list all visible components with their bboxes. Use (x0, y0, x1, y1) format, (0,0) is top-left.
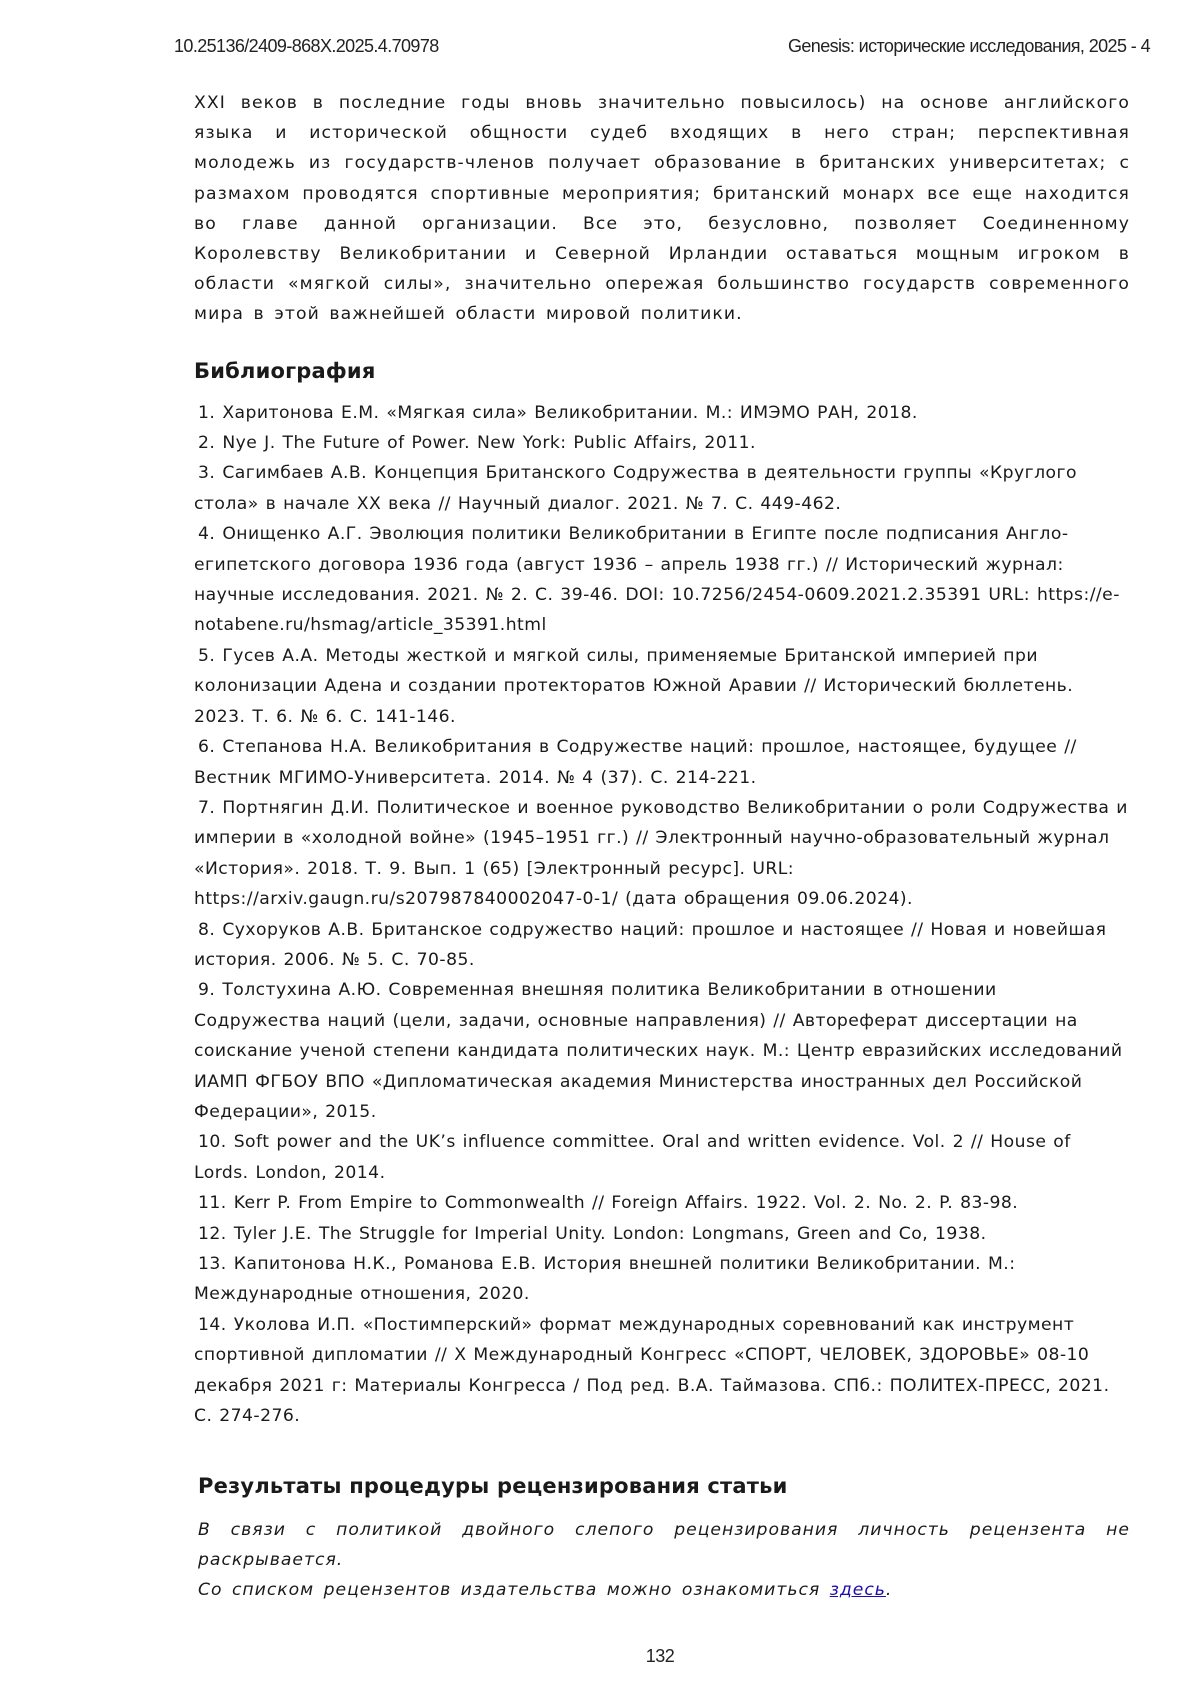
page-number: 132 (645, 1646, 675, 1666)
journal-title: Genesis: исторические исследования, 2025 - 4 (788, 36, 1150, 56)
bibliography-item-number: 5. (198, 645, 216, 666)
bibliography-item-text: Kerr P. From Empire to Commonwealth // Foreign Affairs. 1922. Vol. 2. No. 2. P. 83-98. (233, 1193, 1019, 1214)
bibliography-item (194, 519, 1130, 641)
bibliography-item-text: Уколова И.П. «Постимперский» формат международных соревнований как инструмент спортивной дипломатии // X Международный Конгресс «СПОРТ, ЧЕЛОВЕК, ЗДОРОВЬЕ» 08-10 декабря 2021 г: Материалы Конгресса / Под ред. В.А. Таймазова. СПб.: ПОЛИТЕХ-ПРЕСС, 2021. С. 274-276. (194, 1314, 1110, 1427)
bibliography-item-number: 9. (198, 980, 216, 1001)
bibliography-item (194, 915, 1130, 976)
bibliography-item-number: 11. (198, 1193, 227, 1214)
bibliography-item-text: Сухоруков А.В. Британское содружество наций: прошлое и настоящее // Новая и новейшая история. 2006. № 5. С. 70-85. (194, 919, 1107, 970)
bibliography-item-number: 3. (198, 463, 216, 484)
bibliography-item (194, 975, 1130, 1127)
bibliography-item-text: Сагимбаев А.В. Концепция Британского Содружества в деятельности группы «Круглого стола» в начале XX века // Научный диалог. 2021. № 7. С. 449-462. (194, 463, 1077, 514)
bibliography-item (194, 641, 1130, 732)
bibliography-item (194, 1249, 1130, 1310)
bibliography-item (194, 1127, 1130, 1188)
review-notice-line1: В связи с политикой двойного слепого рецензирования личность рецензента не раскрывается. (198, 1520, 1130, 1571)
review-notice-line2-suffix: . (885, 1580, 893, 1601)
bibliography-item-number: 1. (198, 402, 216, 423)
bibliography-item-text: Харитонова Е.М. «Мягкая сила» Великобритании. М.: ИМЭМО РАН, 2018. (222, 402, 918, 423)
bibliography-item (194, 1310, 1130, 1432)
page-header (174, 36, 1150, 62)
review-section-title: Результаты процедуры рецензирования статьи (198, 1474, 788, 1499)
bibliography-item-number: 12. (198, 1223, 227, 1244)
bibliography-item-number: 14. (198, 1314, 227, 1335)
bibliography-list (194, 398, 1130, 1432)
bibliography-item (194, 1219, 1130, 1249)
bibliography-item-text: Степанова Н.А. Великобритания в Содружестве наций: прошлое, настоящее, будущее // Вестник МГИМО-Университета. 2014. № 4 (37). С. 214-221. (194, 737, 1077, 788)
bibliography-item-number: 13. (198, 1254, 227, 1274)
bibliography-item-text: Капитонова Н.К., Романова Е.В. История внешней политики Великобритании. М.: Международные отношения, 2020. (194, 1254, 1016, 1305)
bibliography-item (194, 458, 1130, 519)
bibliography-item-number: 10. (198, 1132, 227, 1153)
bibliography-item-number: 7. (198, 797, 216, 818)
bibliography-item-number: 2. (198, 433, 216, 454)
bibliography-item (194, 398, 1130, 428)
bibliography-item-text: Толстухина А.Ю. Современная внешняя политика Великобритании в отношении Содружества наций (цели, задачи, основные направления) // Автореферат диссертации на соискание ученой степени кандидата политических наук. М.: Центр евразийских исследований ИАМП ФГБОУ ВПО «Дипломатическая академия Министерства иностранных дел Российской Федерации», 2015. (194, 980, 1123, 1122)
review-notice (198, 1515, 1130, 1605)
intro-paragraph: XXI веков в последние годы вновь значительно повысилось) на основе английского языка и исторической общности судеб входящих в него стран; перспективная молодежь из государств-членов получает образование в британских университетах; с размахом проводятся спортивные мероприятия; британский монарх все еще находится во главе данной организации. Все это, безусловно, позволяет Соединенному Королевству Великобритании и Северной Ирландии оставаться мощным игроком в области «мягкой силы», значительно опережая большинство государств современного мира в этой важнейшей области мировой политики. (194, 93, 1130, 325)
reviewers-list-link[interactable]: здесь (829, 1580, 886, 1601)
bibliography-item-text: Tyler J.E. The Struggle for Imperial Unity. London: Longmans, Green and Co, 1938. (233, 1223, 987, 1244)
bibliography-item-text: Портнягин Д.И. Политическое и военное руководство Великобритании о роли Содружества и империи в «холодной войне» (1945–1951 гг.) // Электронный научно-образовательный журнал «История». 2018. Т. 9. Вып. 1 (65) [Электронный ресурс]. URL: https://arxiv.gaugn.ru/s207987840002047-0-1/ (дата обращения 09.06.2024). (194, 797, 1128, 910)
page-content (194, 88, 1130, 1605)
bibliography-item-text: Онищенко А.Г. Эволюция политики Великобритании в Египте после подписания Англо-египетского договора 1936 года (август 1936 – апрель 1938 гг.) // Исторический журнал: научные исследования. 2021. № 2. С. 39-46. DOI: 10.7256/2454-0609.2021.2.35391 URL: https://e-notabene.ru/hsmag/article_35391.html (194, 524, 1120, 636)
doi-label: 10.25136/2409-868X.2025.4.70978 (174, 36, 439, 56)
bibliography-item (194, 428, 1130, 458)
review-notice-line2-prefix: Со списком рецензентов издательства можно ознакомиться (198, 1580, 830, 1601)
bibliography-item (194, 793, 1130, 915)
bibliography-item-number: 4. (198, 524, 216, 545)
bibliography-item (194, 732, 1130, 793)
bibliography-item-number: 6. (198, 737, 216, 758)
bibliography-item (194, 1188, 1130, 1218)
bibliography-title: Библиография (194, 358, 376, 383)
bibliography-item-text: Nye J. The Future of Power. New York: Public Affairs, 2011. (222, 433, 756, 454)
bibliography-item-number: 8. (198, 919, 216, 940)
bibliography-item-text: Soft power and the UK’s influence committee. Oral and written evidence. Vol. 2 // House of Lords. London, 2014. (194, 1132, 1071, 1183)
bibliography-item-text: Гусев А.А. Методы жесткой и мягкой силы, применяемые Британской империей при колонизации Адена и создании протекторатов Южной Аравии // Исторический бюллетень. 2023. Т. 6. № 6. С. 141-146. (194, 645, 1074, 727)
